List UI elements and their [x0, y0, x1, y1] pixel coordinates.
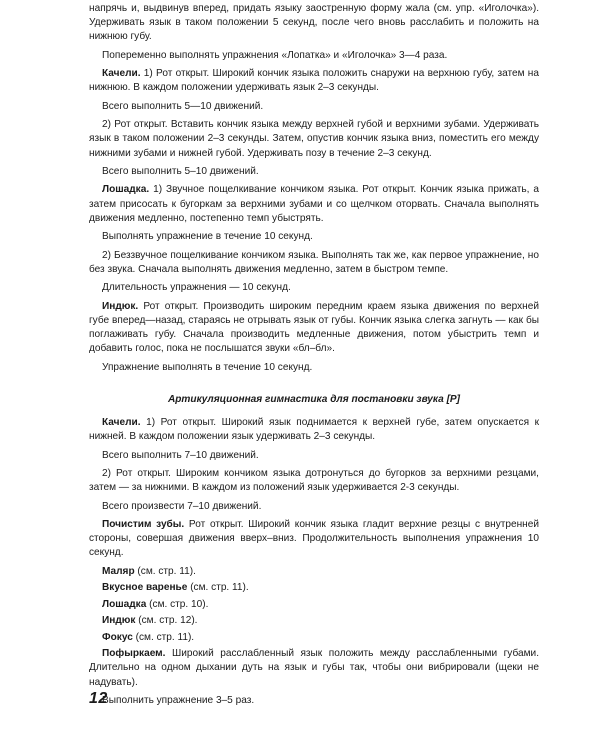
- paragraph: напрячь и, выдвинув вперед, придать языку заостренную форму жала (см. упр. «Иголочка»). Удерживать язык в таком положении 5 секунд, после чего вновь расслабить и положить на нижнюю губу.: [89, 3, 539, 43]
- exercise-title: Фокус: [102, 631, 133, 643]
- paragraph: 2) Рот открыт. Вставить кончик языка между верхней губой и верхними зубами. Удерживать язык в таком положении 2–3 секунды. Затем, опустив кончик языка вниз, поместить его между нижними зубами и нижней губой. Удерживать позу в течение 2–3 секунд.: [89, 119, 539, 159]
- exercise-title: Качели.: [102, 68, 141, 80]
- exercise-title: Пофыркаем.: [102, 648, 166, 660]
- exercise-pofyrkaem: [89, 647, 539, 690]
- exercise-title: Вкусное варенье: [102, 582, 188, 594]
- exercise-text: 1) Рот открыт. Широкий кончик языка положить снаружи на верхнюю губу, затем на нижнюю. В каждом положении удерживать язык 2–3 секунды.: [89, 68, 539, 94]
- paragraph: Длительность упражнения — 10 секунд.: [102, 282, 291, 294]
- exercise-ref: (см. стр. 12).: [135, 615, 198, 627]
- exercise-title: Качели.: [102, 416, 141, 428]
- exercise-kacheli-r: [89, 416, 539, 444]
- list-item: [89, 614, 539, 628]
- exercise-title: Лошадка.: [102, 184, 150, 196]
- paragraph: Выполнять упражнение в течение 10 секунд.: [102, 231, 313, 243]
- list-item: [89, 598, 539, 612]
- exercise-text: Широкий расслабленный язык положить между расслабленными губами. Длительно на одном дыхании дуть на язык и губы так, чтобы они вибрировали (щеки не надувать).: [89, 648, 539, 688]
- exercise-title: Почистим зубы.: [102, 518, 185, 530]
- paragraph: Упражнение выполнять в течение 10 секунд.: [102, 361, 313, 373]
- exercise-text: 1) Звучное пощелкивание кончиком языка. Рот открыт. Кончик языка прижать, а затем присосать к бугоркам за верхними зубами и со щелчком оторвать. Сначала выполнять движения медленно, постепенно темп убыстрять.: [89, 184, 539, 224]
- page-text: [89, 2, 539, 712]
- paragraph: 2) Беззвучное пощелкивание кончиком языка. Выполнять так же, как первое упражнение, но без звука. Сначала выполнять движения медленно, затем в быстром темпе.: [89, 249, 539, 275]
- exercise-kacheli: [89, 67, 539, 95]
- exercise-text: Рот открыт. Широкий кончик языка гладит верхние резцы с внутренней стороны, совершая движения вверх–вниз. Продолжительность выполнения упражнения 10 секунд.: [89, 518, 539, 559]
- paragraph: Выполнить упражнение 3–5 раз.: [102, 695, 255, 706]
- paragraph: Всего выполнить 5–10 движений.: [102, 165, 259, 177]
- exercise-ref: (см. стр. 11).: [134, 565, 196, 577]
- list-item: [89, 631, 539, 645]
- exercise-ref: (см. стр. 11).: [132, 631, 195, 643]
- exercise-ref: (см. стр. 11).: [187, 582, 249, 594]
- exercise-title: Лошадка: [102, 598, 147, 610]
- paragraph: Всего произвести 7–10 движений.: [102, 500, 262, 512]
- list-item: [89, 581, 539, 595]
- exercise-title: Индюк: [102, 615, 136, 627]
- paragraph: Попеременно выполнять упражнения «Лопатка» и «Иголочка» 3—4 раза.: [102, 49, 448, 61]
- list-item: [89, 565, 539, 579]
- page-number: 12: [89, 690, 108, 707]
- exercise-ref: (см. стр. 10).: [146, 598, 209, 610]
- exercise-title: Маляр: [102, 565, 135, 577]
- paragraph: Всего выполнить 5—10 движений.: [102, 100, 264, 112]
- exercise-loshadka: [89, 183, 539, 226]
- section-heading: Артикуляционная гимнастика для постановки звука [Р]: [167, 393, 461, 405]
- paragraph: 2) Рот открыт. Широким кончиком языка дотронуться до бугорков за верхними резцами, затем — за нижними. В каждом из положений язык удерживается 2-3 секунды.: [89, 467, 539, 494]
- exercise-title: Индюк.: [102, 300, 139, 312]
- exercise-pochistim-zuby: [89, 518, 539, 561]
- paragraph: Всего выполнить 7–10 движений.: [102, 449, 259, 461]
- exercise-indyuk: [89, 300, 539, 357]
- exercise-text: Рот открыт. Производить широким передним краем языка движения по верхней губе вперед—назад, стараясь не отрывать язык от губы. Кончик языка слегка загнуть — как бы поглаживать губу. Сначала производить медленные движения, потом убыстрить темп и добавить голос, пока не послышатся звуки «бл–бл».: [89, 300, 539, 355]
- exercise-text: 1) Рот открыт. Широкий язык поднимается к верхней губе, затем опускается к нижней. В каждом положении язык удерживать 2–3 секунды.: [89, 416, 539, 443]
